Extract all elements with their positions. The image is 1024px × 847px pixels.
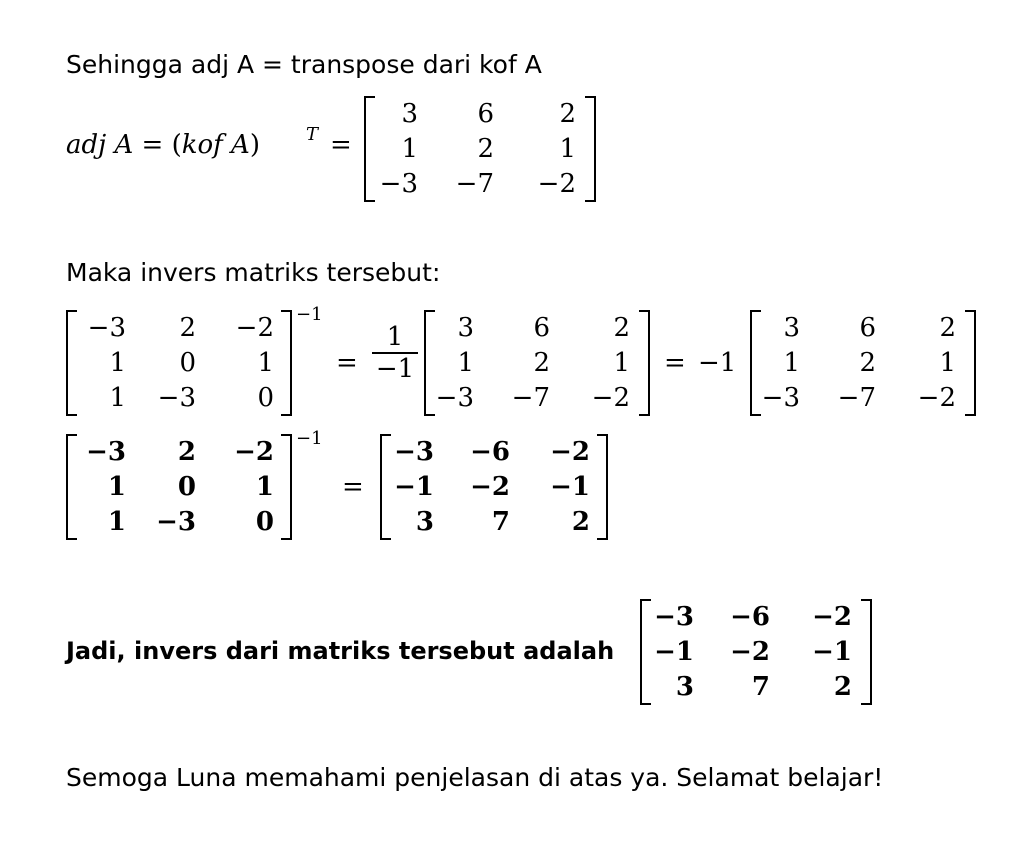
matrix-cell: 1 bbox=[109, 383, 126, 414]
equals-sign-2: = bbox=[330, 130, 352, 160]
adj-equation-lhs bbox=[66, 130, 260, 160]
negative-one-scalar: −1 bbox=[698, 348, 737, 378]
matrix-cell: 6 bbox=[533, 312, 550, 343]
matrix-cell: 0 bbox=[257, 383, 274, 414]
matrix-cell: 1 bbox=[107, 471, 126, 502]
matrix-cell: −7 bbox=[511, 383, 550, 414]
matrix-cell: 3 bbox=[401, 98, 418, 129]
equals-sign-4: = bbox=[664, 348, 686, 378]
matrix-a-label: A bbox=[114, 130, 134, 160]
matrix-cell: 1 bbox=[109, 347, 126, 378]
matrix-cell: −2 bbox=[591, 383, 630, 414]
matrix-cell: 2 bbox=[939, 312, 956, 343]
matrix-cell: 6 bbox=[859, 312, 876, 343]
closing-line: Semoga Luna memahami penjelasan di atas ya. Selamat belajar! bbox=[66, 763, 884, 792]
matrix-cell: −2 bbox=[470, 471, 510, 502]
matrix-cell: 2 bbox=[477, 133, 494, 164]
fraction-one-over-neg-one bbox=[372, 322, 418, 384]
matrix-cell: 1 bbox=[257, 347, 274, 378]
matrix-cell: −3 bbox=[87, 312, 126, 343]
matrix-a-label-2: A bbox=[231, 130, 250, 160]
matrix-cell: −7 bbox=[455, 169, 494, 200]
adjoint-matrix-2 bbox=[424, 310, 650, 416]
equals-sign: = bbox=[141, 130, 164, 160]
inverse-intro-line: Maka invers matriks tersebut: bbox=[66, 258, 441, 287]
intro-line: Sehingga adj A = transpose dari kof A bbox=[66, 50, 542, 79]
matrix-cell: −3 bbox=[654, 601, 694, 632]
paren-open: ( bbox=[171, 130, 182, 160]
original-matrix bbox=[66, 310, 292, 416]
adjoint-matrix bbox=[364, 96, 596, 202]
fraction-denominator: −1 bbox=[375, 354, 415, 384]
matrix-cell: −2 bbox=[537, 169, 576, 200]
matrix-cell: 2 bbox=[613, 312, 630, 343]
fraction-numerator: 1 bbox=[386, 322, 404, 352]
inverse-superscript: −1 bbox=[296, 304, 323, 325]
matrix-cell: 3 bbox=[675, 672, 694, 703]
matrix-cell: 2 bbox=[571, 507, 590, 538]
paren-close: ) bbox=[249, 130, 260, 160]
matrix-cell: −3 bbox=[86, 436, 126, 467]
matrix-cell: −2 bbox=[812, 601, 852, 632]
matrix-cell: 2 bbox=[179, 312, 196, 343]
conclusion-line: Jadi, invers dari matriks tersebut adalah bbox=[66, 637, 615, 665]
matrix-cell: 1 bbox=[107, 507, 126, 538]
matrix-cell: 1 bbox=[613, 347, 630, 378]
final-inverse-matrix bbox=[640, 599, 872, 705]
equals-sign-5: = bbox=[342, 472, 364, 502]
matrix-cell: 1 bbox=[401, 133, 418, 164]
matrix-cell: 3 bbox=[415, 507, 434, 538]
matrix-cell: −1 bbox=[812, 636, 852, 667]
inverse-result-matrix bbox=[380, 434, 608, 540]
matrix-cell: 0 bbox=[255, 507, 274, 538]
matrix-cell: 3 bbox=[783, 312, 800, 343]
matrix-cell: 1 bbox=[783, 347, 800, 378]
matrix-cell: 1 bbox=[255, 471, 274, 502]
adj-label: adj bbox=[66, 130, 107, 160]
adjoint-matrix-3 bbox=[750, 310, 976, 416]
matrix-cell: 0 bbox=[177, 471, 196, 502]
matrix-cell: −2 bbox=[234, 436, 274, 467]
matrix-cell: 1 bbox=[559, 133, 576, 164]
matrix-cell: −3 bbox=[761, 383, 800, 414]
matrix-cell: −3 bbox=[157, 383, 196, 414]
matrix-cell: −6 bbox=[730, 601, 770, 632]
matrix-cell: −3 bbox=[435, 383, 474, 414]
matrix-cell: −1 bbox=[550, 471, 590, 502]
matrix-cell: −7 bbox=[837, 383, 876, 414]
matrix-cell: −3 bbox=[394, 436, 434, 467]
matrix-cell: −2 bbox=[550, 436, 590, 467]
matrix-cell: −6 bbox=[470, 436, 510, 467]
matrix-cell: 3 bbox=[457, 312, 474, 343]
matrix-cell: −2 bbox=[235, 312, 274, 343]
matrix-cell: 1 bbox=[939, 347, 956, 378]
matrix-cell: −3 bbox=[379, 169, 418, 200]
matrix-cell: 2 bbox=[833, 672, 852, 703]
equals-sign-3: = bbox=[336, 348, 358, 378]
matrix-cell: 2 bbox=[559, 98, 576, 129]
matrix-cell: 0 bbox=[179, 347, 196, 378]
matrix-cell: −3 bbox=[156, 507, 196, 538]
original-matrix-bold bbox=[66, 434, 292, 540]
kof-label: kof bbox=[181, 130, 223, 160]
matrix-cell: 7 bbox=[751, 672, 770, 703]
matrix-cell: 2 bbox=[177, 436, 196, 467]
transpose-superscript: T bbox=[306, 124, 319, 145]
matrix-cell: 2 bbox=[859, 347, 876, 378]
matrix-cell: 2 bbox=[533, 347, 550, 378]
inverse-superscript-bold: −1 bbox=[296, 428, 323, 449]
matrix-cell: 1 bbox=[457, 347, 474, 378]
matrix-cell: −2 bbox=[730, 636, 770, 667]
matrix-cell: 6 bbox=[477, 98, 494, 129]
matrix-cell: 7 bbox=[491, 507, 510, 538]
matrix-cell: −2 bbox=[917, 383, 956, 414]
matrix-cell: −1 bbox=[654, 636, 694, 667]
matrix-cell: −1 bbox=[394, 471, 434, 502]
